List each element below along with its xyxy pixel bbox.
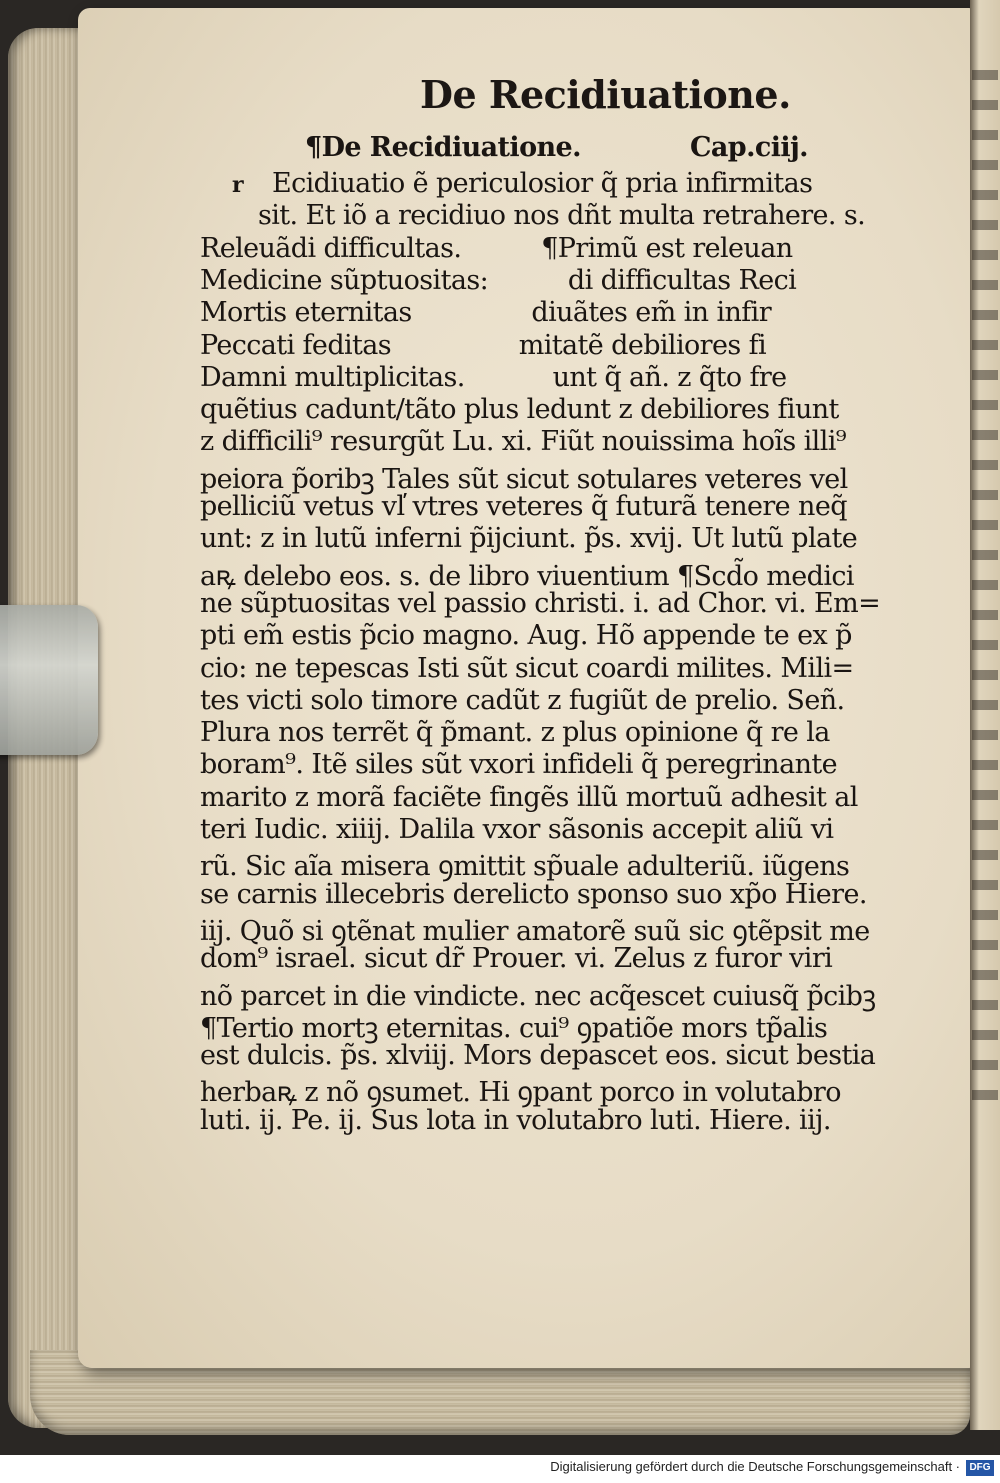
text-line: Medicine sũptuositas: di difficultas Reci bbox=[200, 264, 797, 296]
text-line: ne sũptuositas vel passio christi. i. ad Chor. vi. Em= bbox=[200, 587, 881, 619]
text-line: est dulcis. p̃s. xlviij. Mors depascet eos. sicut bestia bbox=[200, 1040, 876, 1072]
text-line: z difficili⁹ resurgũt Lu. xi. Fiũt nouissima hoĩs illi⁹ bbox=[200, 426, 847, 458]
text-line: herbaꝶ z nõ ꝯsumet. Hi ꝯpant porco in volutabro bbox=[200, 1077, 841, 1109]
text-line: sit. Et iõ a recidiuo nos dñt multa retrahere. s. bbox=[258, 200, 866, 232]
text-line: unt: z in lutũ inferni p̃ijciunt. p̃s. xvij. Ut lutũ plate bbox=[200, 523, 858, 555]
text-line: quẽtius cadunt/tãto plus ledunt z debiliores fiunt bbox=[200, 394, 839, 426]
text-line: Ecidiuatio ẽ periculosior q̃ pria infirmitas bbox=[272, 168, 813, 199]
text-line: teri Iudic. xiiij. Dalila vxor sãsonis accepit aliũ vi bbox=[200, 814, 834, 845]
text-line: pelliciũ vetus vl̕ vtres veteres q̃ futurã tenere neq̃ bbox=[200, 491, 847, 522]
text-line: peiora p̃oribꝫ Tales sũt sicut sotulares veteres vel bbox=[200, 463, 848, 495]
running-head: De Recidiuatione. bbox=[420, 72, 791, 117]
text-line: tes victi solo timore cadũt z fugiũt de prelio. Señ. bbox=[200, 684, 845, 716]
text-line: ¶Tertio mortꝫ eternitas. cui⁹ ꝯpatiõe mors tp̃alis bbox=[200, 1012, 828, 1044]
text-line: aꝶ delebo eos. s. de libro viuentium ¶Scd̃o medici bbox=[200, 560, 854, 592]
text-line: rũ. Sic aĩa misera ꝯmittit sp̃uale adulteriũ. iũgens bbox=[200, 851, 850, 883]
text-line: iij. Quõ si ꝯtẽnat mulier amatorẽ suũ sic ꝯtẽpsit me bbox=[200, 915, 870, 947]
facing-page-gutter bbox=[970, 0, 1000, 1430]
text-line: nõ parcet in die vindicte. nec acq̃escet cuiusq̃ p̃cibꝫ bbox=[200, 980, 876, 1012]
footer-credit: Digitalisierung gefördert durch die Deutsche Forschungsgemeinschaft · bbox=[550, 1459, 960, 1474]
text-line: Mortis eternitas diuãtes em̃ in infir bbox=[200, 297, 772, 329]
text-line: luti. ij. Pe. ij. Sus lota in volutabro luti. Hiere. iij. bbox=[200, 1104, 831, 1136]
dfg-logo: DFG bbox=[966, 1460, 994, 1476]
chapter-heading-left: ¶De Recidiuatione. bbox=[305, 132, 581, 163]
text-line: se carnis illecebris derelicto sponso suo xp̃o Hiere. bbox=[200, 878, 867, 910]
initial-guide-letter: r bbox=[232, 172, 244, 198]
page-clip bbox=[0, 605, 98, 755]
text-line: Damni multiplicitas. unt q̃ añ. z q̃to fre bbox=[200, 361, 787, 393]
text-line: Releuãdi difficultas. ¶Primũ est releuan bbox=[200, 232, 793, 264]
text-line: dom⁹ israel. sicut dr̃ Prouer. vi. Zelus z furor viri bbox=[200, 943, 833, 975]
facing-page-text-edge bbox=[972, 70, 998, 1120]
text-line: pti em̃ estis p̃cio magno. Aug. Hõ appende te ex p̃ bbox=[200, 620, 852, 652]
text-line: cio: ne tepescas Isti sũt sicut coardi milites. Mili= bbox=[200, 652, 854, 684]
text-line: Plura nos terrẽt q̃ p̃mant. z plus opinione q̃ re la bbox=[200, 717, 830, 749]
text-line: boram⁹. Itẽ siles sũt vxori infideli q̃ peregrinante bbox=[200, 749, 838, 781]
text-line: marito z morã faciẽte fingẽs illũ mortuũ adhesit al bbox=[200, 781, 858, 813]
footer-bar bbox=[0, 1455, 1000, 1483]
text-line: Peccati feditas mitatẽ debiliores fi bbox=[200, 329, 767, 361]
chapter-heading-right: Cap.ciij. bbox=[690, 132, 808, 163]
